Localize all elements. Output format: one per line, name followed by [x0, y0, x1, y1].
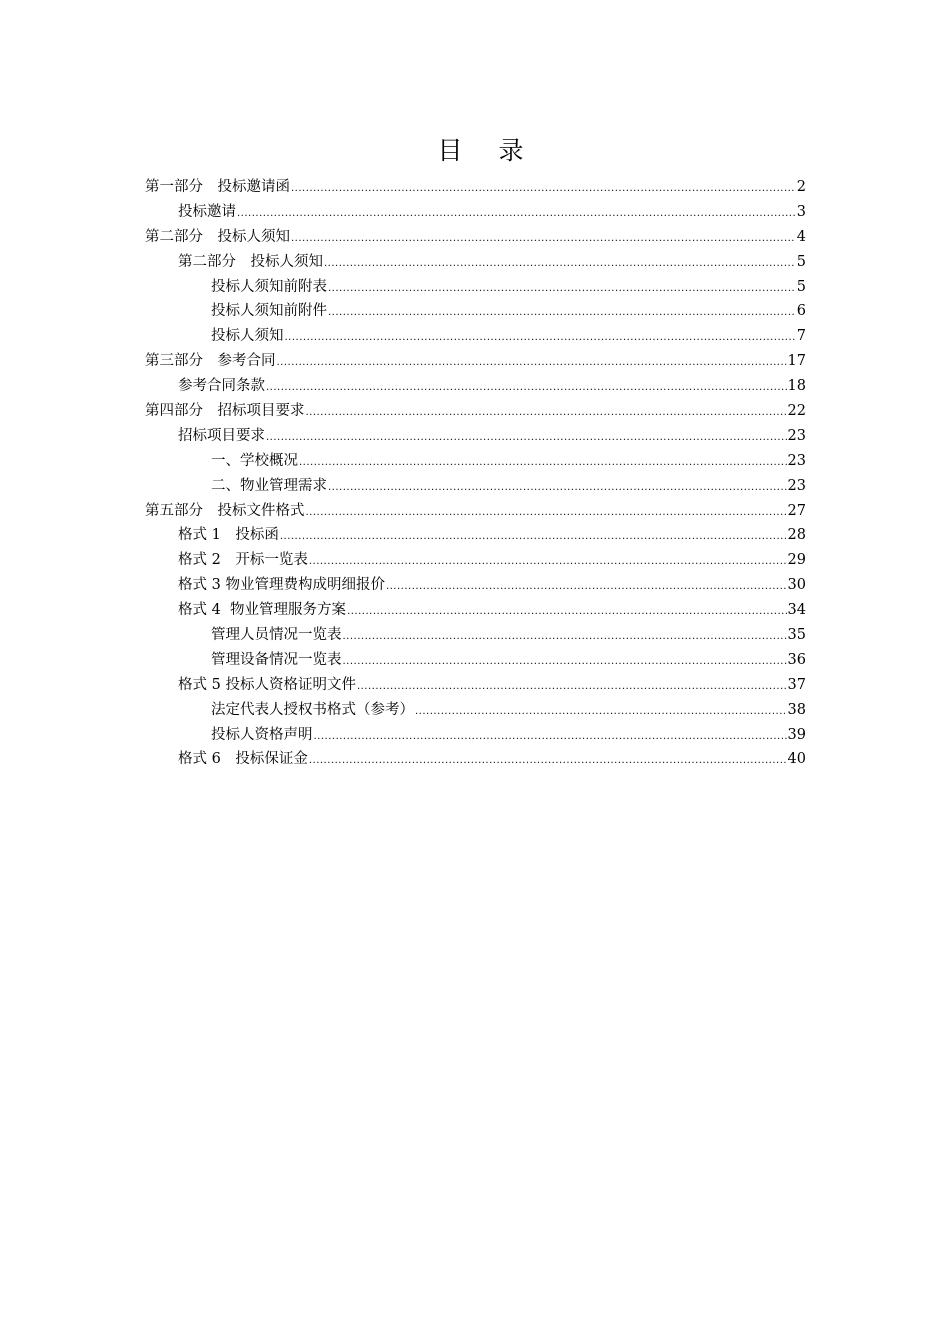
toc-entry-label: 格式 1 投标函 [178, 527, 279, 544]
toc-entry-label: 投标人须知前附表 [211, 278, 327, 295]
toc-page-number: 6 [796, 303, 806, 320]
toc-entry[interactable] [145, 399, 806, 424]
table-of-contents [145, 175, 806, 772]
toc-entry-label: 第二部分 投标人须知 [178, 253, 323, 270]
toc-entry-label: 投标人资格声明 [211, 726, 313, 743]
toc-page-number: 40 [787, 751, 806, 768]
toc-entry[interactable] [145, 747, 806, 772]
toc-page-number: 28 [787, 527, 806, 544]
toc-entry[interactable] [145, 225, 806, 250]
toc-entry-label: 格式 3 物业管理费构成明细报价 [178, 577, 385, 594]
toc-dot-leader [343, 625, 787, 650]
toc-page-number: 5 [796, 253, 806, 270]
toc-dot-leader [291, 227, 796, 252]
toc-dot-leader [299, 451, 787, 476]
toc-entry[interactable] [145, 250, 806, 275]
toc-dot-leader [306, 501, 787, 526]
toc-dot-leader [328, 476, 787, 501]
toc-page-number: 17 [787, 353, 806, 370]
toc-page-number: 4 [796, 228, 806, 245]
toc-page-number: 5 [796, 278, 806, 295]
toc-entry[interactable] [145, 523, 806, 548]
toc-entry-label: 一、学校概况 [211, 452, 298, 469]
toc-dot-leader [314, 725, 787, 750]
toc-entry-label: 投标人须知 [211, 328, 284, 345]
toc-page-number: 27 [787, 502, 806, 519]
toc-dot-leader [324, 252, 796, 277]
toc-entry[interactable] [145, 324, 806, 349]
toc-dot-leader [277, 351, 787, 376]
toc-page-number: 3 [796, 203, 806, 220]
toc-page-number: 22 [787, 403, 806, 420]
toc-page-number: 23 [787, 477, 806, 494]
toc-entry-label: 投标邀请 [178, 203, 236, 220]
toc-page-number: 39 [787, 726, 806, 743]
toc-dot-leader [343, 650, 787, 675]
toc-dot-leader [291, 177, 796, 202]
toc-entry[interactable] [145, 723, 806, 748]
toc-dot-leader [328, 301, 796, 326]
toc-dot-leader [309, 749, 787, 774]
toc-entry-label: 招标项目要求 [178, 427, 265, 444]
toc-page-number: 30 [787, 577, 806, 594]
toc-page-number: 38 [787, 701, 806, 718]
toc-entry[interactable] [145, 299, 806, 324]
toc-page-number: 23 [787, 427, 806, 444]
toc-entry-label: 第五部分 投标文件格式 [145, 502, 305, 519]
toc-page-number: 18 [787, 378, 806, 395]
toc-entry-label: 法定代表人授权书格式（参考） [211, 701, 414, 718]
toc-page-number: 36 [787, 651, 806, 668]
toc-entry[interactable] [145, 573, 806, 598]
toc-title: 目 录 [437, 136, 538, 165]
toc-entry[interactable] [145, 374, 806, 399]
toc-dot-leader [309, 550, 787, 575]
toc-entry[interactable] [145, 474, 806, 499]
toc-entry-label: 管理设备情况一览表 [211, 651, 342, 668]
toc-page-number: 29 [787, 552, 806, 569]
toc-entry[interactable] [145, 548, 806, 573]
toc-entry-label: 格式 2 开标一览表 [178, 552, 308, 569]
toc-dot-leader [266, 376, 787, 401]
toc-entry-label: 第三部分 参考合同 [145, 353, 276, 370]
toc-entry-label: 管理人员情况一览表 [211, 627, 342, 644]
toc-entry-label: 参考合同条款 [178, 378, 265, 395]
toc-entry-label: 格式 6 投标保证金 [178, 751, 308, 768]
toc-entry-label: 二、物业管理需求 [211, 477, 327, 494]
toc-entry[interactable] [145, 598, 806, 623]
toc-page-number: 23 [787, 452, 806, 469]
toc-entry[interactable] [145, 698, 806, 723]
toc-entry[interactable] [145, 275, 806, 300]
toc-entry[interactable] [145, 349, 806, 374]
toc-entry[interactable] [145, 673, 806, 698]
toc-entry[interactable] [145, 449, 806, 474]
toc-page-number: 37 [787, 676, 806, 693]
toc-entry-label: 格式 4 物业管理服务方案 [178, 602, 347, 619]
toc-dot-leader [415, 700, 787, 725]
toc-dot-leader [285, 326, 796, 351]
toc-entry[interactable] [145, 499, 806, 524]
toc-dot-leader [386, 575, 787, 600]
toc-page-number: 35 [787, 627, 806, 644]
toc-entry-label: 第一部分 投标邀请函 [145, 179, 290, 195]
toc-dot-leader [280, 525, 787, 550]
toc-dot-leader [347, 600, 786, 625]
toc-entry[interactable] [145, 648, 806, 673]
toc-entry[interactable] [145, 623, 806, 648]
toc-dot-leader [306, 401, 787, 426]
toc-page-number: 7 [796, 328, 806, 345]
toc-entry[interactable] [145, 200, 806, 225]
toc-dot-leader [266, 426, 787, 451]
toc-entry-label: 格式 5 投标人资格证明文件 [178, 676, 356, 693]
toc-entry[interactable] [145, 424, 806, 449]
toc-dot-leader [237, 202, 796, 227]
toc-dot-leader [328, 277, 796, 302]
toc-page-number: 2 [796, 179, 806, 195]
toc-page-number: 34 [787, 602, 806, 619]
toc-entry-label: 第四部分 招标项目要求 [145, 403, 305, 420]
toc-dot-leader [357, 675, 787, 700]
toc-entry-label: 第二部分 投标人须知 [145, 228, 290, 245]
toc-entry-label: 投标人须知前附件 [211, 303, 327, 320]
toc-entry[interactable] [145, 175, 806, 200]
